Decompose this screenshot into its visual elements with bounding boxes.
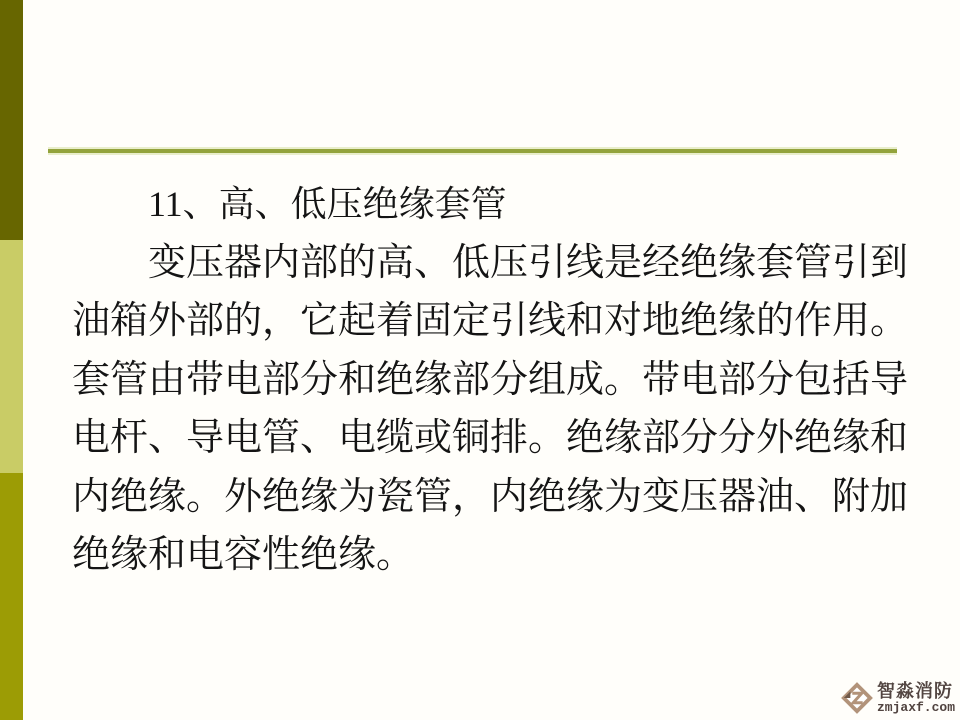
body-line: 套管由带电部分和绝缘部分组成。带电部分包括导 xyxy=(72,358,909,401)
body-line: 电杆、导电管、电缆或铜排。绝缘部分分外绝缘和 xyxy=(72,417,909,459)
watermark-text xyxy=(877,682,955,715)
body-line: 内绝缘。外绝缘为瓷管，内绝缘为变压器油、附加 xyxy=(72,475,909,518)
body-line: 油箱外部的，它起着固定引线和对地绝缘的作用。 xyxy=(72,300,909,342)
brand-name: 智淼消防 xyxy=(876,680,953,701)
divider-line xyxy=(48,149,897,153)
brand-domain: zmjaxf.com xyxy=(876,699,955,715)
body-line: 绝缘和电容性绝缘。 xyxy=(72,534,415,576)
diamond-bolt-logo-icon xyxy=(840,681,874,715)
slide-title: 11、高、低压绝缘套管 xyxy=(148,184,507,224)
accent-bar-segment-bottom xyxy=(0,473,23,720)
accent-bar-segment-middle xyxy=(0,240,23,473)
body-line: 变压器内部的高、低压引线是经绝缘套管引到 xyxy=(148,241,909,284)
watermark xyxy=(840,681,955,715)
left-accent-bar xyxy=(0,0,23,720)
slide-text-block xyxy=(72,175,914,585)
accent-bar-segment-top xyxy=(0,0,23,240)
